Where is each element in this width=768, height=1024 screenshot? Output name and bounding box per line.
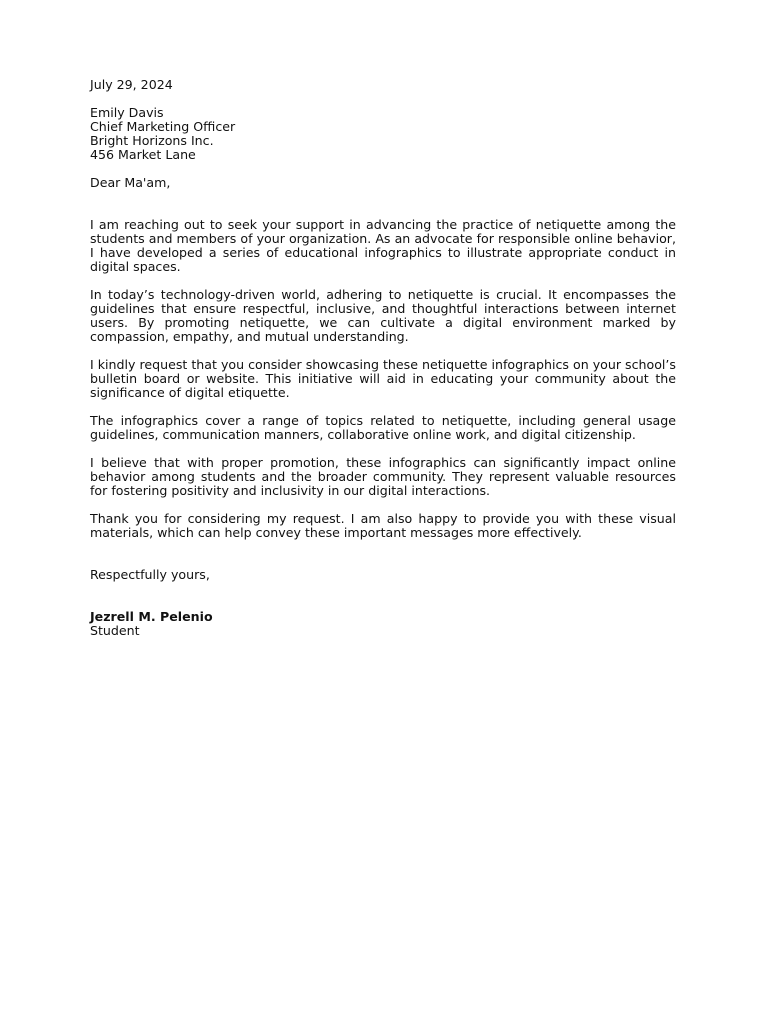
letter-page <box>90 78 676 638</box>
signature-role: Student <box>90 623 140 638</box>
body-paragraph-6: Thank you for considering my request. I am also happy to provide you with these visual materials, which can help convey these important messages more effectively. <box>90 511 676 540</box>
spacer <box>90 582 676 610</box>
spacer <box>90 92 676 106</box>
recipient-company: Bright Horizons Inc. <box>90 133 214 148</box>
spacer <box>90 274 676 288</box>
salutation: Dear Ma'am, <box>90 175 171 190</box>
spacer <box>90 540 676 568</box>
body-paragraph-2: In today’s technology-driven world, adhering to netiquette is crucial. It encompasses the guidelines that ensure respectful, inclusive, and thoughtful interactions between internet users. By promoting netiquette, we can cultivate a digital environment marked by compassion, empathy, and mutual understanding. <box>90 287 676 344</box>
recipient-name: Emily Davis <box>90 105 164 120</box>
spacer <box>90 498 676 512</box>
closing: Respectfully yours, <box>90 567 210 582</box>
recipient-title: Chief Marketing Officer <box>90 119 236 134</box>
body-paragraph-1: I am reaching out to seek your support in advancing the practice of netiquette among the students and members of your organization. As an advocate for responsible online behavior, I have developed a series of educational infographics to illustrate appropriate conduct in digital spaces. <box>90 217 676 274</box>
body-paragraph-4: The infographics cover a range of topics related to netiquette, including general usage guidelines, communication manners, collaborative online work, and digital citizenship. <box>90 413 676 442</box>
spacer <box>90 400 676 414</box>
recipient-block <box>90 106 676 162</box>
signature-name: Jezrell M. Pelenio <box>90 609 213 624</box>
recipient-address: 456 Market Lane <box>90 147 196 162</box>
letter-date: July 29, 2024 <box>90 77 173 92</box>
spacer <box>90 442 676 456</box>
spacer <box>90 190 676 218</box>
spacer <box>90 162 676 176</box>
body-paragraph-3: I kindly request that you consider showcasing these netiquette infographics on your school’s bulletin board or website. This initiative will aid in educating your community about the significance of digital etiquette. <box>90 357 676 400</box>
body-paragraph-5: I believe that with proper promotion, these infographics can significantly impact online behavior among students and the broader community. They represent valuable resources for fostering positivity and inclusivity in our digital interactions. <box>90 455 676 498</box>
spacer <box>90 344 676 358</box>
